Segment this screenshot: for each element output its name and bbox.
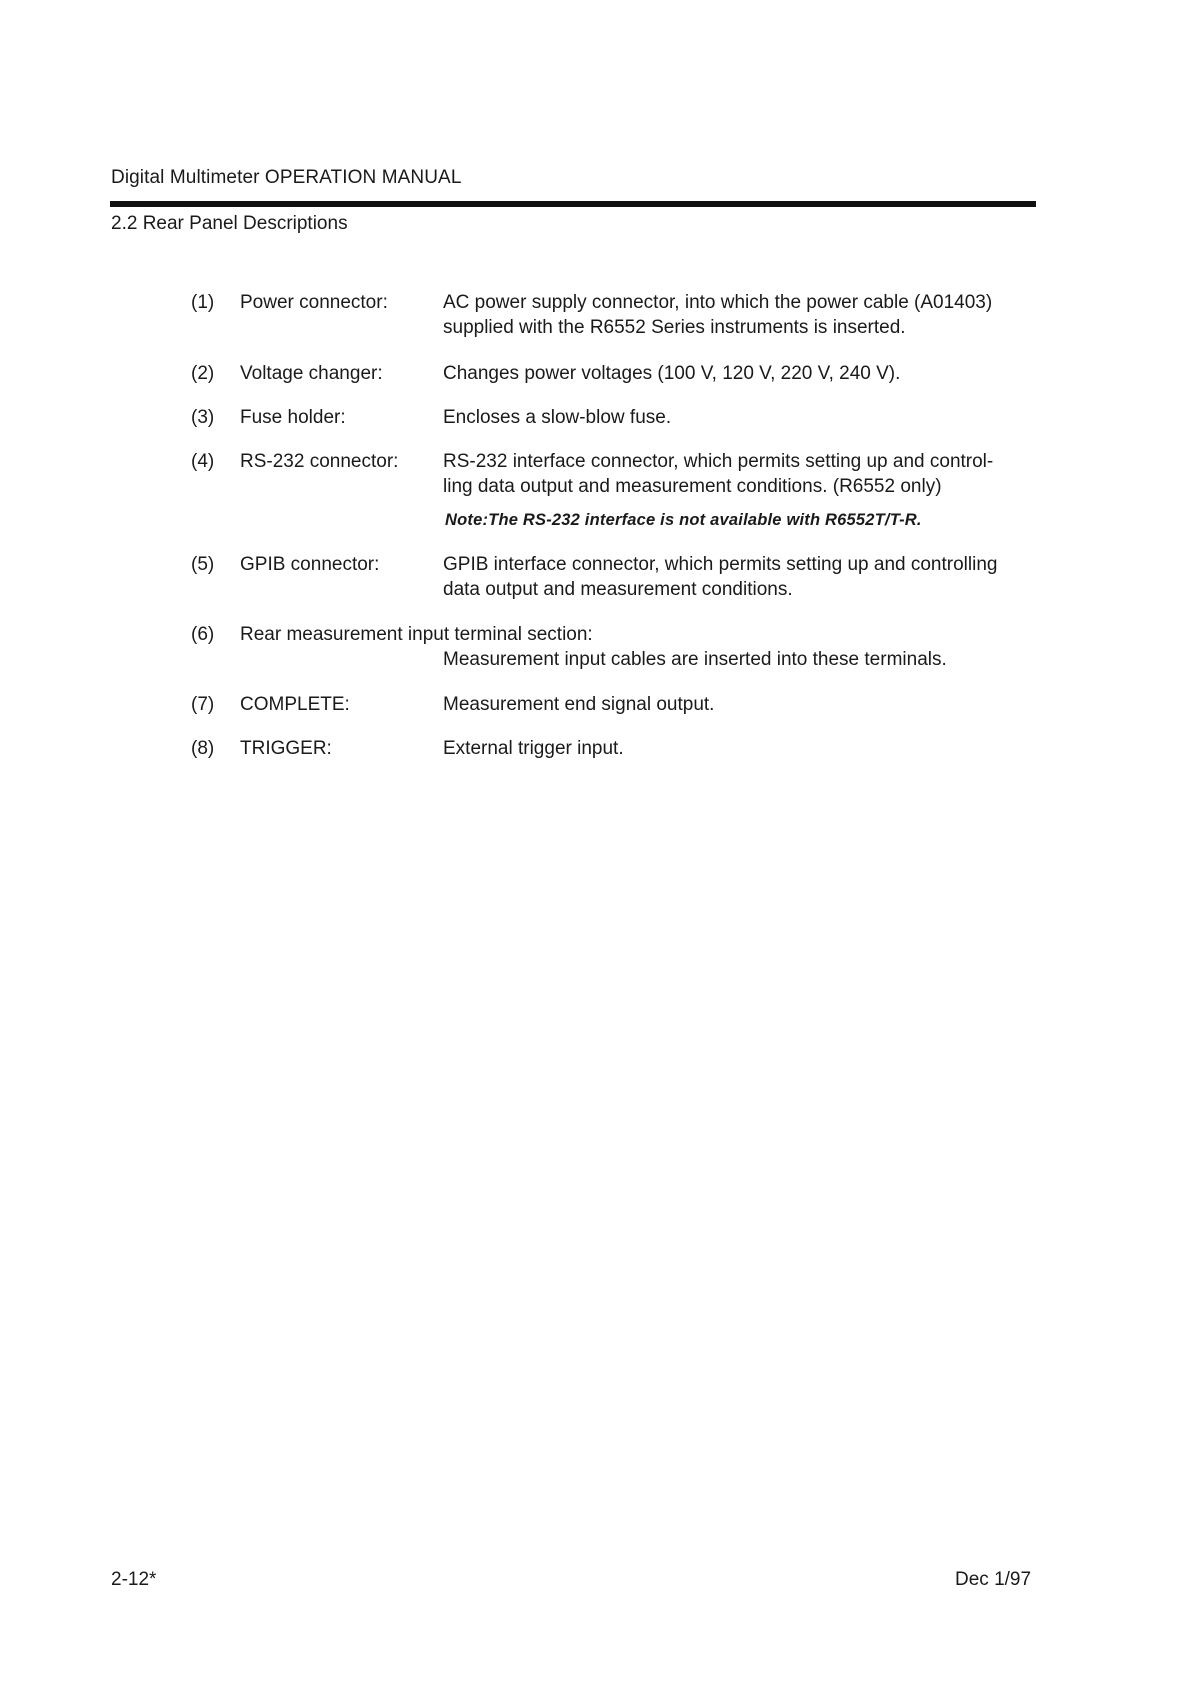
item-description: data output and measurement conditions.: [443, 579, 793, 600]
item-description: Encloses a slow-blow fuse.: [443, 407, 672, 428]
item-label: COMPLETE:: [240, 694, 350, 715]
section-title: 2.2 Rear Panel Descriptions: [111, 213, 348, 234]
item-description: ling data output and measurement conditions. (R6552 only): [443, 476, 942, 497]
item-label: RS-232 connector:: [240, 451, 399, 472]
item-label: Power connector:: [240, 292, 388, 313]
revision-date: Dec 1/97: [955, 1569, 1032, 1590]
item-number: (4): [191, 451, 215, 472]
item-label: TRIGGER:: [240, 738, 332, 759]
item-label: Fuse holder:: [240, 407, 346, 428]
note: Note:The RS-232 interface is not available with R6552T/T-R.: [445, 511, 922, 529]
item-description: Measurement input cables are inserted into these terminals.: [443, 649, 947, 670]
page-header: Digital Multimeter OPERATION MANUAL: [111, 167, 462, 188]
item-description: supplied with the R6552 Series instruments is inserted.: [443, 317, 906, 338]
item-description: Changes power voltages (100 V, 120 V, 220 V, 240 V).: [443, 363, 901, 384]
header-rule: [110, 201, 1036, 207]
item-label: GPIB connector:: [240, 554, 380, 575]
item-description: RS-232 interface connector, which permits setting up and control-: [443, 451, 994, 472]
item-number: (6): [191, 624, 215, 645]
item-description: GPIB interface connector, which permits setting up and controlling: [443, 554, 998, 575]
item-label: Voltage changer:: [240, 363, 383, 384]
item-description: Measurement end signal output.: [443, 694, 715, 715]
item-number: (8): [191, 738, 215, 759]
item-number: (5): [191, 554, 215, 575]
item-number: (1): [191, 292, 215, 313]
item-number: (7): [191, 694, 215, 715]
item-label: Rear measurement input terminal section:: [240, 624, 593, 645]
item-number: (2): [191, 363, 215, 384]
page-number: 2-12*: [111, 1569, 157, 1590]
item-description: External trigger input.: [443, 738, 624, 759]
item-description: AC power supply connector, into which the power cable (A01403): [443, 292, 993, 313]
item-number: (3): [191, 407, 215, 428]
